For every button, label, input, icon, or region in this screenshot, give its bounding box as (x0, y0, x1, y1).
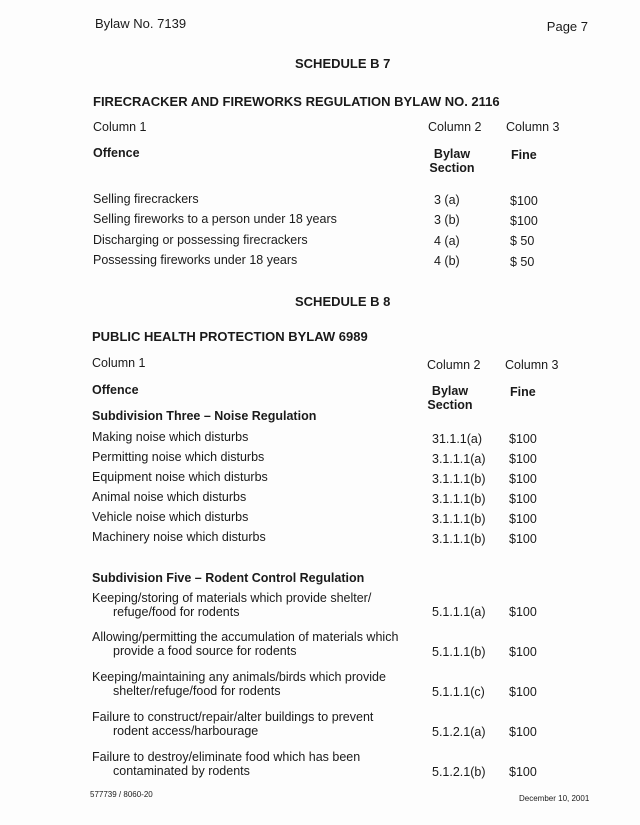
rodent-row-line2: rodent access/harbourage (113, 724, 259, 738)
rodent-row-line2: contaminated by rodents (113, 764, 250, 778)
b7-row-section: 3 (a) (434, 193, 460, 207)
noise-row-offence: Machinery noise which disturbs (92, 530, 266, 544)
noise-row-fine: $100 (509, 432, 537, 446)
noise-row-offence: Vehicle noise which disturbs (92, 510, 249, 524)
rodent-row-offence (92, 591, 371, 619)
rodent-row-line1: Failure to construct/repair/alter buildings to prevent (92, 710, 374, 724)
rodent-row-line1: Keeping/storing of materials which provide shelter/ (92, 591, 372, 605)
noise-row-section: 3.1.1.1(b) (432, 532, 486, 546)
rodent-row-offence (92, 670, 386, 698)
noise-row-section: 3.1.1.1(a) (432, 452, 486, 466)
rodent-row-fine: $100 (509, 765, 537, 779)
bylaw-number: Bylaw No. 7139 (95, 16, 187, 31)
schedule-b8-heading: SCHEDULE B 8 (295, 294, 391, 309)
b7-column2-header: Column 2 (428, 120, 482, 134)
b7-column1-header: Column 1 (93, 120, 147, 134)
rodent-row-section: 5.1.1.1(b) (432, 645, 486, 659)
b8-column2-header: Column 2 (427, 358, 481, 372)
rodent-row-fine: $100 (509, 645, 537, 659)
noise-row-offence: Equipment noise which disturbs (92, 470, 268, 484)
subdivision-three-heading: Subdivision Three – Noise Regulation (92, 409, 317, 423)
rodent-row-fine: $100 (509, 685, 537, 699)
b7-section-label: Section (429, 161, 475, 175)
noise-row-section: 3.1.1.1(b) (432, 512, 486, 526)
b8-offence-label: Offence (92, 383, 139, 397)
noise-row-fine: $100 (509, 472, 537, 486)
b7-row-offence: Possessing fireworks under 18 years (93, 253, 298, 267)
noise-row-offence: Making noise which disturbs (92, 430, 249, 444)
subdivision-five-heading: Subdivision Five – Rodent Control Regulation (92, 571, 365, 585)
rodent-row-line1: Keeping/maintaining any animals/birds which provide (92, 670, 386, 684)
noise-row-fine: $100 (509, 492, 537, 506)
rodent-row-fine: $100 (509, 605, 537, 619)
rodent-row-section: 5.1.2.1(b) (432, 765, 486, 779)
b7-row-offence: Discharging or possessing firecrackers (93, 233, 308, 247)
rodent-row-fine: $100 (509, 725, 537, 739)
b7-row-section: 4 (b) (434, 254, 460, 268)
b8-section-label: Section (427, 398, 473, 412)
b7-row-offence: Selling firecrackers (93, 192, 199, 206)
b7-bylaw-label: Bylaw (433, 147, 471, 161)
schedule-b7-title: FIRECRACKER AND FIREWORKS REGULATION BYLAW NO. 2116 (93, 94, 500, 109)
b7-row-section: 4 (a) (434, 234, 460, 248)
b7-row-fine: $ 50 (510, 234, 535, 248)
b8-column1-header: Column 1 (92, 356, 146, 370)
noise-row-section: 3.1.1.1(b) (432, 492, 486, 506)
rodent-row-offence (92, 630, 398, 658)
schedule-b8-title: PUBLIC HEALTH PROTECTION BYLAW 6989 (92, 329, 368, 344)
rodent-row-line1: Failure to destroy/eliminate food which has been (92, 750, 361, 764)
b7-offence-label: Offence (93, 146, 140, 160)
noise-row-fine: $100 (509, 532, 537, 546)
noise-row-section: 31.1.1(a) (432, 432, 483, 446)
b7-row-fine: $ 50 (510, 255, 535, 269)
b8-bylaw-label: Bylaw (431, 384, 469, 398)
noise-row-offence: Permitting noise which disturbs (92, 450, 265, 464)
rodent-row-offence (92, 750, 360, 778)
rodent-row-section: 5.1.1.1(c) (432, 685, 485, 699)
rodent-row-line2: provide a food source for rodents (113, 644, 297, 658)
noise-row-fine: $100 (509, 452, 537, 466)
b7-bylaw-section-label (428, 147, 476, 175)
rodent-row-line2: shelter/refuge/food for rodents (113, 684, 281, 698)
page-number: Page 7 (546, 19, 588, 34)
rodent-row-section: 5.1.1.1(a) (432, 605, 486, 619)
b8-bylaw-section-label (426, 384, 474, 412)
b7-column3-header: Column 3 (506, 120, 560, 134)
schedule-b7-heading: SCHEDULE B 7 (295, 56, 391, 71)
document-date: December 10, 2001 (519, 794, 590, 803)
b7-row-fine: $100 (510, 194, 538, 208)
b7-row-fine: $100 (510, 214, 538, 228)
noise-row-offence: Animal noise which disturbs (92, 490, 247, 504)
b7-row-section: 3 (b) (434, 213, 460, 227)
b7-fine-label: Fine (511, 148, 537, 162)
rodent-row-line2: refuge/food for rodents (113, 605, 240, 619)
b8-column3-header: Column 3 (505, 358, 559, 372)
b7-row-offence: Selling fireworks to a person under 18 years (93, 212, 337, 226)
rodent-row-section: 5.1.2.1(a) (432, 725, 486, 739)
b8-fine-label: Fine (510, 385, 536, 399)
document-reference: 577739 / 8060-20 (90, 790, 153, 799)
noise-row-fine: $100 (509, 512, 537, 526)
rodent-row-line1: Allowing/permitting the accumulation of materials which (92, 630, 399, 644)
noise-row-section: 3.1.1.1(b) (432, 472, 486, 486)
rodent-row-offence (92, 710, 373, 738)
